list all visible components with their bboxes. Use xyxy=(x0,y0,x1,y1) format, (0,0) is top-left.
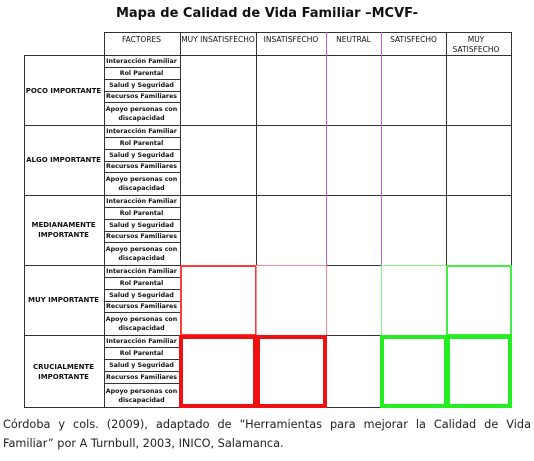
crucial-muy-insatisfecho-highlight xyxy=(179,335,257,408)
factor-divider xyxy=(104,277,180,278)
factor-divider xyxy=(104,347,180,348)
group-divider xyxy=(24,195,512,196)
factor-divider xyxy=(104,242,180,243)
factor-label: Salud y Seguridad xyxy=(109,81,174,89)
source-caption: Córdoba y cols. (2009), adaptado de “Herramientas para mejorar la Calidad de Vida Familiar” por A Turnbull, 2003, INICO, Salamanca. xyxy=(3,418,531,450)
factor-label: Salud y Seguridad xyxy=(109,221,174,229)
factor-label: Interacción Familiar xyxy=(106,198,177,205)
factor-label: Rol Parental xyxy=(119,349,164,357)
muy-importante-muy-insatisfecho-highlight xyxy=(180,265,257,336)
column-header-muy-insatisfecho: MUY INSATISFECHO xyxy=(181,35,255,44)
group-label-algo-importante: ALGO IMPORTANTE xyxy=(26,156,101,164)
factor-divider xyxy=(104,102,180,103)
column-header-factores: FACTORES xyxy=(121,35,162,44)
column-header-neutral: NEUTRAL xyxy=(336,35,371,44)
factor-divider xyxy=(104,79,180,80)
column-divider xyxy=(104,32,105,408)
factor-label: Recursos Familiares xyxy=(105,303,178,310)
factor-divider xyxy=(104,301,180,302)
group-label-medianamente-importante: MEDIANAMENTE IMPORTANTE xyxy=(31,221,96,239)
factor-label: Interacción Familiar xyxy=(106,128,177,135)
factor-label: Rol Parental xyxy=(119,139,164,147)
column-header-insatisfecho: INSATISFECHO xyxy=(263,35,319,44)
factor-label: Interacción Familiar xyxy=(106,338,177,345)
factor-divider xyxy=(104,207,180,208)
table-header-divider xyxy=(24,55,512,56)
table-border-left xyxy=(24,55,25,408)
table-border-top xyxy=(104,32,512,33)
factor-divider xyxy=(104,371,180,372)
group-divider xyxy=(24,125,512,126)
factor-label: Apoyo personas con discapacidad xyxy=(105,175,178,192)
column-header-muy-satisfecho: MUY SATISFECHO xyxy=(452,35,500,54)
factor-label: Salud y Seguridad xyxy=(109,291,174,299)
factor-label: Recursos Familiares xyxy=(105,373,178,381)
factor-divider xyxy=(104,219,180,220)
group-label-muy-importante: MUY IMPORTANTE xyxy=(28,296,99,304)
factor-label: Apoyo personas con discapacidad xyxy=(105,245,178,262)
muy-importante-satisfecho-highlight xyxy=(381,265,447,336)
factor-label: Rol Parental xyxy=(119,69,164,77)
factor-divider xyxy=(104,67,180,68)
page-title: Mapa de Calidad de Vida Familiar –MCVF- xyxy=(115,6,419,21)
factor-divider xyxy=(104,149,180,150)
factor-divider xyxy=(104,289,180,290)
factor-divider xyxy=(104,231,180,232)
factor-divider xyxy=(104,161,180,162)
factor-label: Interacción Familiar xyxy=(106,58,177,65)
factor-divider xyxy=(104,91,180,92)
factor-label: Interacción Familiar xyxy=(106,268,177,275)
factor-label: Recursos Familiares xyxy=(105,93,178,100)
factor-label: Recursos Familiares xyxy=(105,163,178,170)
muy-importante-insatisfecho-highlight xyxy=(256,265,327,336)
group-label-crucialmente-importante: CRUCIALMENTE IMPORTANTE xyxy=(33,362,94,381)
factor-divider xyxy=(104,312,180,313)
crucial-satisfecho-highlight xyxy=(380,335,448,408)
muy-importante-muy-satisfecho-highlight xyxy=(446,265,512,336)
factor-divider xyxy=(104,359,180,360)
crucial-insatisfecho-highlight xyxy=(256,335,327,408)
factor-label: Apoyo personas con discapacidad xyxy=(105,387,178,404)
factor-divider xyxy=(104,172,180,173)
factor-divider xyxy=(104,383,180,384)
factor-label: Rol Parental xyxy=(119,279,164,287)
factor-divider xyxy=(104,137,180,138)
factor-label: Salud y Seguridad xyxy=(109,151,174,159)
factor-label: Salud y Seguridad xyxy=(109,361,174,369)
column-header-satisfecho: SATISFECHO xyxy=(390,35,437,44)
factor-label: Recursos Familiares xyxy=(105,233,178,240)
group-label-poco-importante: POCO IMPORTANTE xyxy=(25,86,102,95)
factor-label: Rol Parental xyxy=(119,209,164,217)
factor-label: Apoyo personas con discapacidad xyxy=(105,105,178,122)
factor-label: Apoyo personas con discapacidad xyxy=(105,315,178,332)
crucial-muy-satisfecho-highlight xyxy=(446,335,512,408)
